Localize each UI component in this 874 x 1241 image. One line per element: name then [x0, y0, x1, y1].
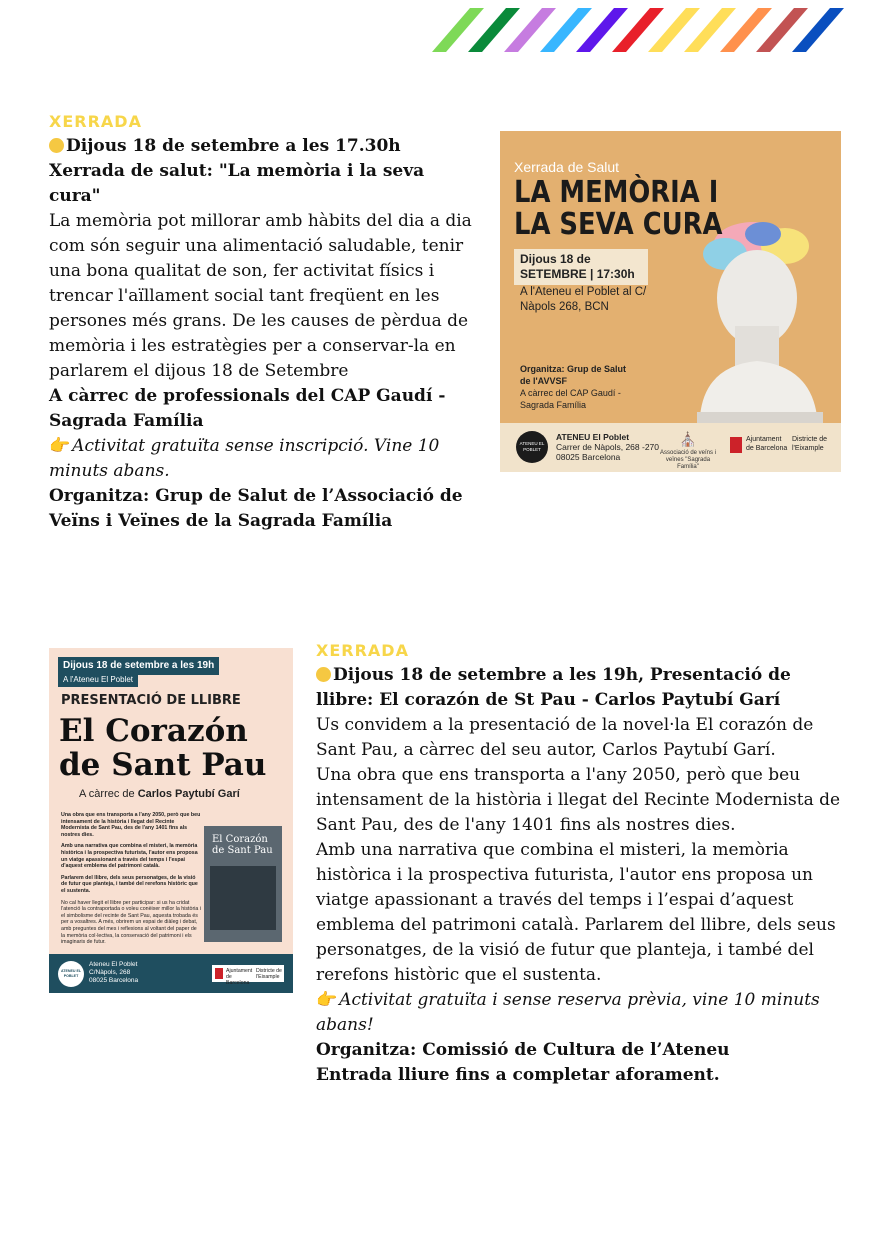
book-cover-building — [210, 866, 276, 930]
event1-tag: XERRADA — [49, 112, 142, 131]
book-cover — [204, 826, 282, 942]
yellow-dot-icon — [49, 138, 64, 153]
poster1-title: LA MEMÒRIA I LA SEVA CURA — [514, 175, 723, 242]
poster2-location: A l'Ateneu El Poblet — [58, 673, 138, 687]
poster2-date: Dijous 18 de setembre a les 19h — [58, 657, 219, 675]
event2-tag: XERRADA — [316, 641, 409, 660]
barcelona-shield-icon — [730, 437, 742, 453]
event1-title: Xerrada de salut: "La memòria i la seva cura" — [49, 161, 425, 206]
event1-speakers: A càrrec de professionals del CAP Gaudí - Sagrada Família — [49, 386, 446, 431]
event2-para2: Una obra que ens transporta a l'any 2050, però que beu intensament de la història i llegat del Recinte Modernista de Sant Pau, des de l'any 1401 fins als nostres dies. — [316, 765, 841, 835]
poster2-footer-address: Ateneu El Poblet C/Nàpols, 268 08025 Barcelona — [89, 961, 139, 984]
event1-organizer: Organitza: Grup de Salut de l’Associació de Veïns i Veïnes de la Sagrada Família — [49, 486, 463, 531]
event2-poster — [49, 648, 293, 993]
bust-statue-illustration — [695, 216, 825, 426]
poster2-body: Una obra que ens transporta a l'any 2050, però que beu intensament de la història i llegat del Recinte Modernista de Sant Pau, des de l'any 1401 fins als nostres dies. Amb una narrativa que combina el misteri, la memòria històrica i la prospectiva futurista, l'autor ens proposa un viatge apassionant a través del temps i l'espai d'aquest emblema del patrimoni català. Parlarem del llibre, dels seus personatges, de la visió de futur que planteja, i també del rerefons històric que el sustenta. No cal haver llegit el llibre per participar: si us ha cridat l'atenció la contraportada o voleu conèixer millor la història i el simbolisme del recinte de Sant Pau, aquesta trobada és per a vosaltres. A més, obrirem un espai de diàleg i debat, amb preguntes del mes i reflexions al voltant del paper de la memòria col·lectiva, la conservació del patrimoni i els imaginaris de futur. — [61, 812, 201, 946]
event1-free-note: 👉 Activitat gratuïta sense inscripció. Vine 10 minuts abans. — [49, 436, 440, 481]
event2-para3: Amb una narrativa que combina el misteri, la memòria històrica i la prospectiva futurista, l'autor ens proposa un viatge apassionant a través del temps i l’espai d’aquest emblema del patrimoni català. Parlarem del llibre, dels seus personatges, de la visió de futur que planteja, i també del rerefons històric que el sustenta. — [316, 840, 836, 985]
poster2-presentation-label: PRESENTACIÓ DE LLIBRE — [61, 693, 241, 708]
book-cover-title: El Corazón de Sant Pau — [212, 834, 273, 856]
poster1-place: A l'Ateneu el Poblet al C/ Nàpols 268, BCN — [520, 286, 647, 313]
event1-date-text: Dijous 18 de setembre a les 17.30h — [66, 136, 401, 156]
event1-description: La memòria pot millorar amb hàbits del dia a dia com són seguir una alimentació saludable, tenir una bona qualitat de son, fer activitat físics i trencar l'aïllament social tant freqüent en les persones més grans. De les causes de pèrdua de memòria i les estratègies per a conservar-la en parlarem el dijous 18 de Setembre — [49, 211, 472, 381]
assoc-logo: ⛪ Associació de veïns i veïnes "Sagrada Família" — [659, 431, 717, 470]
poster1-organizer: Organitza: Grup de Salut de l'AVVSF A càrrec del CAP Gaudí - Sagrada Família — [520, 364, 627, 410]
event1-date-line — [49, 134, 479, 159]
barcelona-logo: Ajuntament de Barcelona Districte de l'Eixample — [212, 965, 284, 982]
poster2-title: El Corazón de Sant Pau — [59, 713, 267, 783]
poster1-footer-address: ATENEU El Poblet Carrer de Nàpols, 268 -270 08025 Barcelona — [556, 432, 660, 462]
poster1-footer — [500, 423, 841, 472]
ateneu-logo: ATENEU EL POBLET — [58, 961, 84, 987]
ateneu-logo: ATENEU EL POBLET — [516, 431, 548, 463]
rainbow-stripes — [430, 4, 850, 56]
barcelona-shield-icon — [215, 968, 223, 979]
event2-heading: Dijous 18 de setembre a les 19h, Presentació de llibre: El corazón de St Pau - Carlos Paytubí Garí — [316, 665, 791, 710]
poster2-author: A càrrec de Carlos Paytubí Garí — [79, 788, 240, 800]
event1-section — [49, 110, 479, 534]
pointing-hand-icon: 👉 — [316, 990, 338, 1010]
event2-para1: Us convidem a la presentació de la novel·la El corazón de Sant Pau, a càrrec del seu autor, Carlos Paytubí Garí. — [316, 715, 814, 760]
poster1-date: Dijous 18 de SETEMBRE | 17:30h — [514, 249, 648, 285]
barcelona-logo: Ajuntament de Barcelona — [746, 436, 788, 452]
event2-organizer: Organitza: Comissió de Cultura de l’Ateneu — [316, 1040, 730, 1060]
poster2-footer — [49, 954, 293, 993]
yellow-dot-icon — [316, 667, 331, 682]
event1-poster — [500, 131, 841, 472]
event2-section — [316, 639, 846, 1088]
district-logo: Districte de l'Eixample — [792, 436, 828, 452]
poster1-subtitle: Xerrada de Salut — [514, 159, 620, 175]
event2-entry: Entrada lliure fins a completar aforament. — [316, 1065, 720, 1085]
pointing-hand-icon: 👉 — [49, 436, 71, 456]
event2-free-note: 👉 Activitat gratuïta i sense reserva prèvia, vine 10 minuts abans! — [316, 990, 820, 1035]
